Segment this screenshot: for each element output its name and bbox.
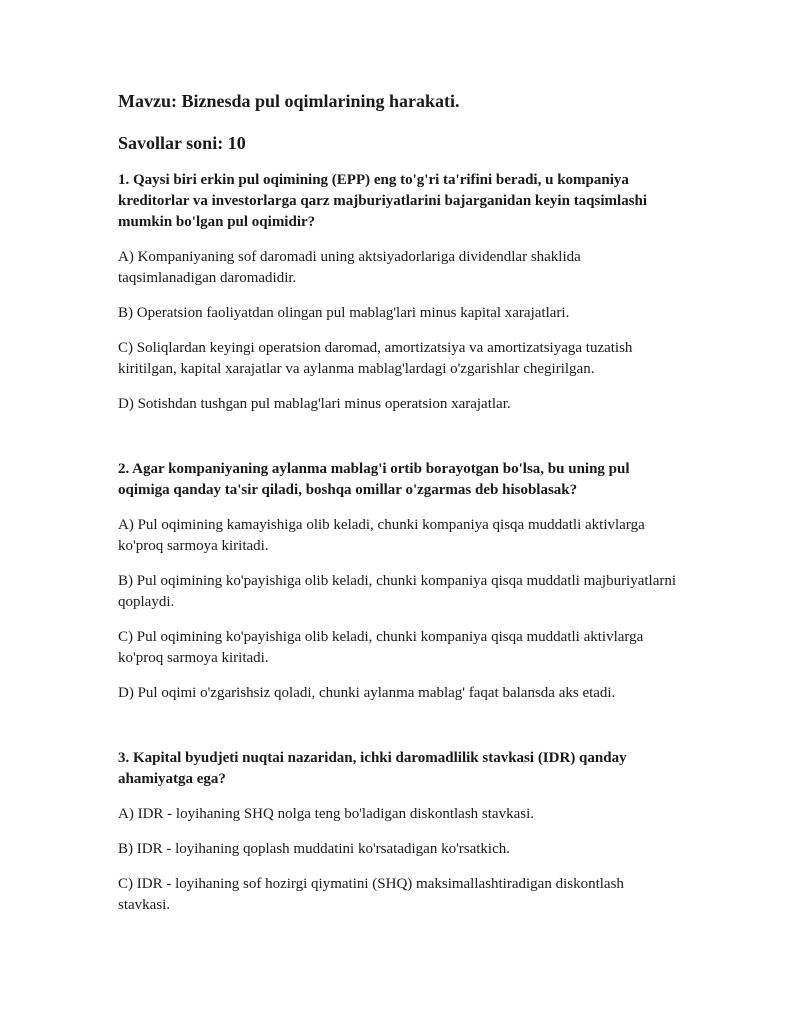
- question-1: [118, 170, 678, 415]
- question-3-option-b: B) IDR - loyihaning qoplash muddatini ko'rsatadigan ko'rsatkich.: [118, 841, 511, 857]
- question-1-option-c: C) Soliqlardan keyingi operatsion daromad, amortizatsiya va amortizatsiyaga tuzatish kiritilgan, kapital xarajatlar va aylanma mablag'lardagi o'zgarishlar chegirilgan.: [118, 340, 633, 377]
- question-3-option-c: C) IDR - loyihaning sof hozirgi qiymatini (SHQ) maksimallashtiradigan diskontlash stavkasi.: [118, 876, 624, 913]
- question-2: [118, 459, 678, 704]
- question-3-text: 3. Kapital byudjeti nuqtai nazaridan, ichki daromadlilik stavkasi (IDR) qanday ahamiyatga ega?: [118, 750, 627, 787]
- question-2-option-a: A) Pul oqimining kamayishiga olib keladi, chunki kompaniya qisqa muddatli aktivlarga ko'proq sarmoya kiritadi.: [118, 517, 645, 554]
- question-3-option-a: A) IDR - loyihaning SHQ nolga teng bo'ladigan diskontlash stavkasi.: [118, 806, 534, 822]
- question-1-option-d: D) Sotishdan tushgan pul mablag'lari minus operatsion xarajatlar.: [118, 396, 511, 412]
- question-2-option-b: B) Pul oqimining ko'payishiga olib keladi, chunki kompaniya qisqa muddatli majburiyatlarni qoplaydi.: [118, 573, 677, 610]
- question-1-option-b: B) Operatsion faoliyatdan olingan pul mablag'lari minus kapital xarajatlari.: [118, 305, 570, 321]
- question-2-option-d: D) Pul oqimi o'zgarishsiz qoladi, chunki aylanma mablag' faqat balansda aks etadi.: [118, 685, 616, 701]
- document-page: [118, 90, 678, 916]
- question-count: Savollar soni: 10: [118, 133, 246, 153]
- document-title: Mavzu: Biznesda pul oqimlarining harakati.: [118, 91, 460, 111]
- question-2-option-c: C) Pul oqimining ko'payishiga olib keladi, chunki kompaniya qisqa muddatli aktivlarga ko'proq sarmoya kiritadi.: [118, 629, 644, 666]
- question-1-option-a: A) Kompaniyaning sof daromadi uning aktsiyadorlariga dividendlar shaklida taqsimlanadigan daromadidir.: [118, 249, 581, 286]
- question-2-text: 2. Agar kompaniyaning aylanma mablag'i ortib borayotgan bo'lsa, bu uning pul oqimiga qanday ta'sir qiladi, boshqa omillar o'zgarmas deb hisoblasak?: [118, 461, 630, 498]
- question-1-text: 1. Qaysi biri erkin pul oqimining (EPP) eng to'g'ri ta'rifini beradi, u kompaniya kreditorlar va investorlarga qarz majburiyatlarini bajarganidan keyin taqsimlashi mumkin bo'lgan pul oqimidir?: [118, 172, 648, 230]
- question-3: [118, 748, 678, 916]
